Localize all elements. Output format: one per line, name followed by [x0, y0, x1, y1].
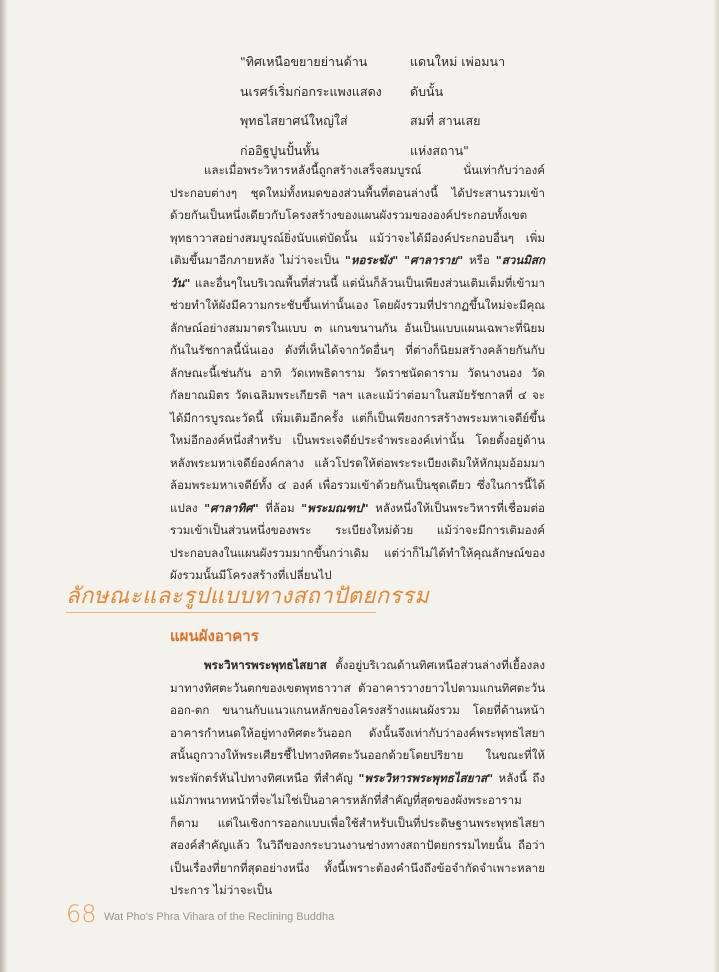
body-paragraph-2: [170, 654, 545, 902]
poem-line-right: ดับนั้น: [410, 83, 444, 99]
text-run: หลังนี้ ถึงแม้ภาพนาทหน้าที่จะไม่ใช่เป็นอาคารหลักที่สำคัญที่สุดของผังพระอารามก็ตาม แต่ในเชิงการออกแบบเพื่อใช้สำหรับเป็นที่ประดิษฐานพระพุทธไสยาสองค์สำคัญแล้ว ในวิถีของกระบวนงานช่างทางสถาปัตยกรรมไทยนั้น ถือว่าเป็นเรื่องที่ยากที่สุดอย่างหนึ่ง ทั้งนี้เพราะต้องคำนึงถึงข้อจำกัดจำเพาะหลายประการ ไม่ว่าจะเป็น: [170, 770, 545, 897]
term-emphasis: "ศาลาทิศ": [204, 500, 259, 515]
poem-line-left: พุทธไสยาศน์ใหญ่ใส่: [240, 113, 348, 129]
poem-line: [240, 77, 540, 107]
page-gutter-shadow: [0, 0, 8, 972]
text-run: และเมื่อพระวิหารหลังนี้ถูกสร้างเสร็จสมบูรณ์ นั่นเท่ากับว่าองค์ประกอบต่างๆ ชุดใหม่ทั้งหมดของส่วนพื้นที่ตอนล่างนี้ ได้ประสานรวมเข้าด้วยกันเป็นหนึ่งเดียวกับโครงสร้างของแผนผังรวมขององค์ประกอบทั้งเขตพุทธาวาสอย่างสมบูรณ์ยิ่งนับแต่บัดนั้น แม้ว่าจะได้มีองค์ประกอบอื่นๆ เพิ่มเติมขึ้นมาอีกภายหลัง ไม่ว่าจะเป็น: [170, 163, 545, 267]
section-divider: [66, 612, 376, 613]
poem-line: [240, 47, 540, 77]
poem-line: [240, 106, 540, 136]
term-emphasis: "พระมณฑป": [301, 500, 369, 515]
paragraph-text: [170, 654, 545, 902]
poem-line-left: "ทิศเหนือขยายย่านด้าน: [240, 54, 368, 69]
term-emphasis: "หอระฆัง": [344, 253, 399, 267]
poem-line-left: ก่ออิฐปูนปั้นหั้น: [240, 142, 320, 158]
body-paragraph-1: [170, 159, 545, 587]
poem-line-right: สมที่ สานเสย: [410, 113, 481, 129]
term-emphasis: "ศาลาราย": [404, 253, 464, 267]
term-emphasis: "สวนมิสกวัน": [170, 253, 545, 290]
poem-line-right: แห่งสถาน": [410, 142, 469, 158]
poem-verse: [240, 47, 540, 165]
text-run: ที่ล้อม: [258, 500, 302, 515]
term-emphasis: "พระวิหารพระพุทธไสยาส": [358, 770, 494, 785]
text-run: หลังหนึ่งให้เป็นพระวิหารที่เชื่อมต่อรวมเข้าเป็นส่วนหนึ่งของพระ ระเบียงใหม่ด้วย แม้ว่าจะมีการเติมองค์ประกอบลงในแผนผังรวมมากขึ้นกว่าเดิม แต่ว่าก็ไม่ได้ทำให้คุณลักษณ์ของผังรวมนั้นมีโครงสร้างที่เปลี่ยนไป: [170, 500, 545, 582]
text-run: ตั้งอยู่บริเวณด้านทิศเหนือส่วนล่างที่เยื้องลงมาทางทิศตะวันตกของเขตพุทธาวาส ตัวอาคารวางยาวไปตามแกนทิศตะวันออก-ตก ขนานกับแนวแกนหลักของโครงสร้างแผนผังรวม โดยที่ด้านหน้าอาคารกำหนดให้อยู่ทางทิศตะวันออก ดังนั้นจึงเท่ากับว่าองค์พระพุทธไสยาสนั้นถูกวางให้พระเศียรชี้ไปทางทิศตะวันออกด้วยโดยปริยาย ในขณะที่ให้พระพักตร์หันไปทางทิศเหนือ ที่สำคัญ: [170, 658, 545, 785]
page-edge-shade: [713, 0, 719, 972]
paragraph-text: [170, 159, 545, 587]
poem-line-left: นเรศร์เริ่มก่อกระแพงแสดง: [240, 83, 382, 99]
subsection-title: แผนผังอาคาร: [170, 627, 259, 645]
poem-line-right: แดนใหม่ เพ่อมนา: [410, 54, 506, 69]
text-run: หรือ: [463, 253, 496, 267]
lead-term: พระวิหารพระพุทธไสยาส: [204, 658, 327, 672]
text-run: และอื่นๆในบริเวณพื้นที่ส่วนนี้ แต่นั่นก็ล้วนเป็นเพียงส่วนเติมเต็มที่เข้ามาช่วยทำให้ผังมีความกระชับขึ้นเท่านั้นเอง โดยผังรวมที่ปรากฏขึ้นใหม่จะมีคุณลักษณ์อย่างสมมาตรในแบบ ๓ แกนขนานกัน อันเป็นแบบแผนเฉพาะที่นิยมกันในรัชกาลนี้นั่นเอง ดังที่เห็นได้จากวัดอื่นๆ ที่ต่างก็นิยมสร้างคล้ายกันกับลักษณะนี้เช่นกัน อาทิ วัดเทพธิดาราม วัดราชนัดดาราม วัดนางนอง วัดกัลยาณมิตร วัดเฉลิมพระเกียรติ ฯลฯ และแม้ว่าต่อมาในสมัยรัชกาลที่ ๔ จะได้มีการบูรณะวัดนี้ เพิ่มเติมอีกครั้ง แต่ก็เป็นเพียงการสร้างพระมหาเจดีย์ขึ้นใหม่อีกองค์หนึ่งสำหรับ เป็นพระเจดีย์ประจำพระองค์เท่านั้น โดยตั้งอยู่ด้านหลังพระมหาเจดีย์องค์กลาง แล้วโปรดให้ต่อพระระเบียงเดิมให้หักมุมอ้อมมาล้อมพระมหาเจดีย์ทั้ง ๔ องค์ เพื่อรวมเข้าด้วยกันเป็นชุดเดียว ซึ่งในการนี้ได้แปลง: [170, 275, 545, 515]
running-footer-title: Wat Pho's Phra Vihara of the Reclining Buddha: [104, 911, 335, 923]
page-number: 68: [66, 900, 97, 928]
section-title: ลักษณะและรูปแบบทางสถาปัตยกรรม: [66, 584, 430, 609]
